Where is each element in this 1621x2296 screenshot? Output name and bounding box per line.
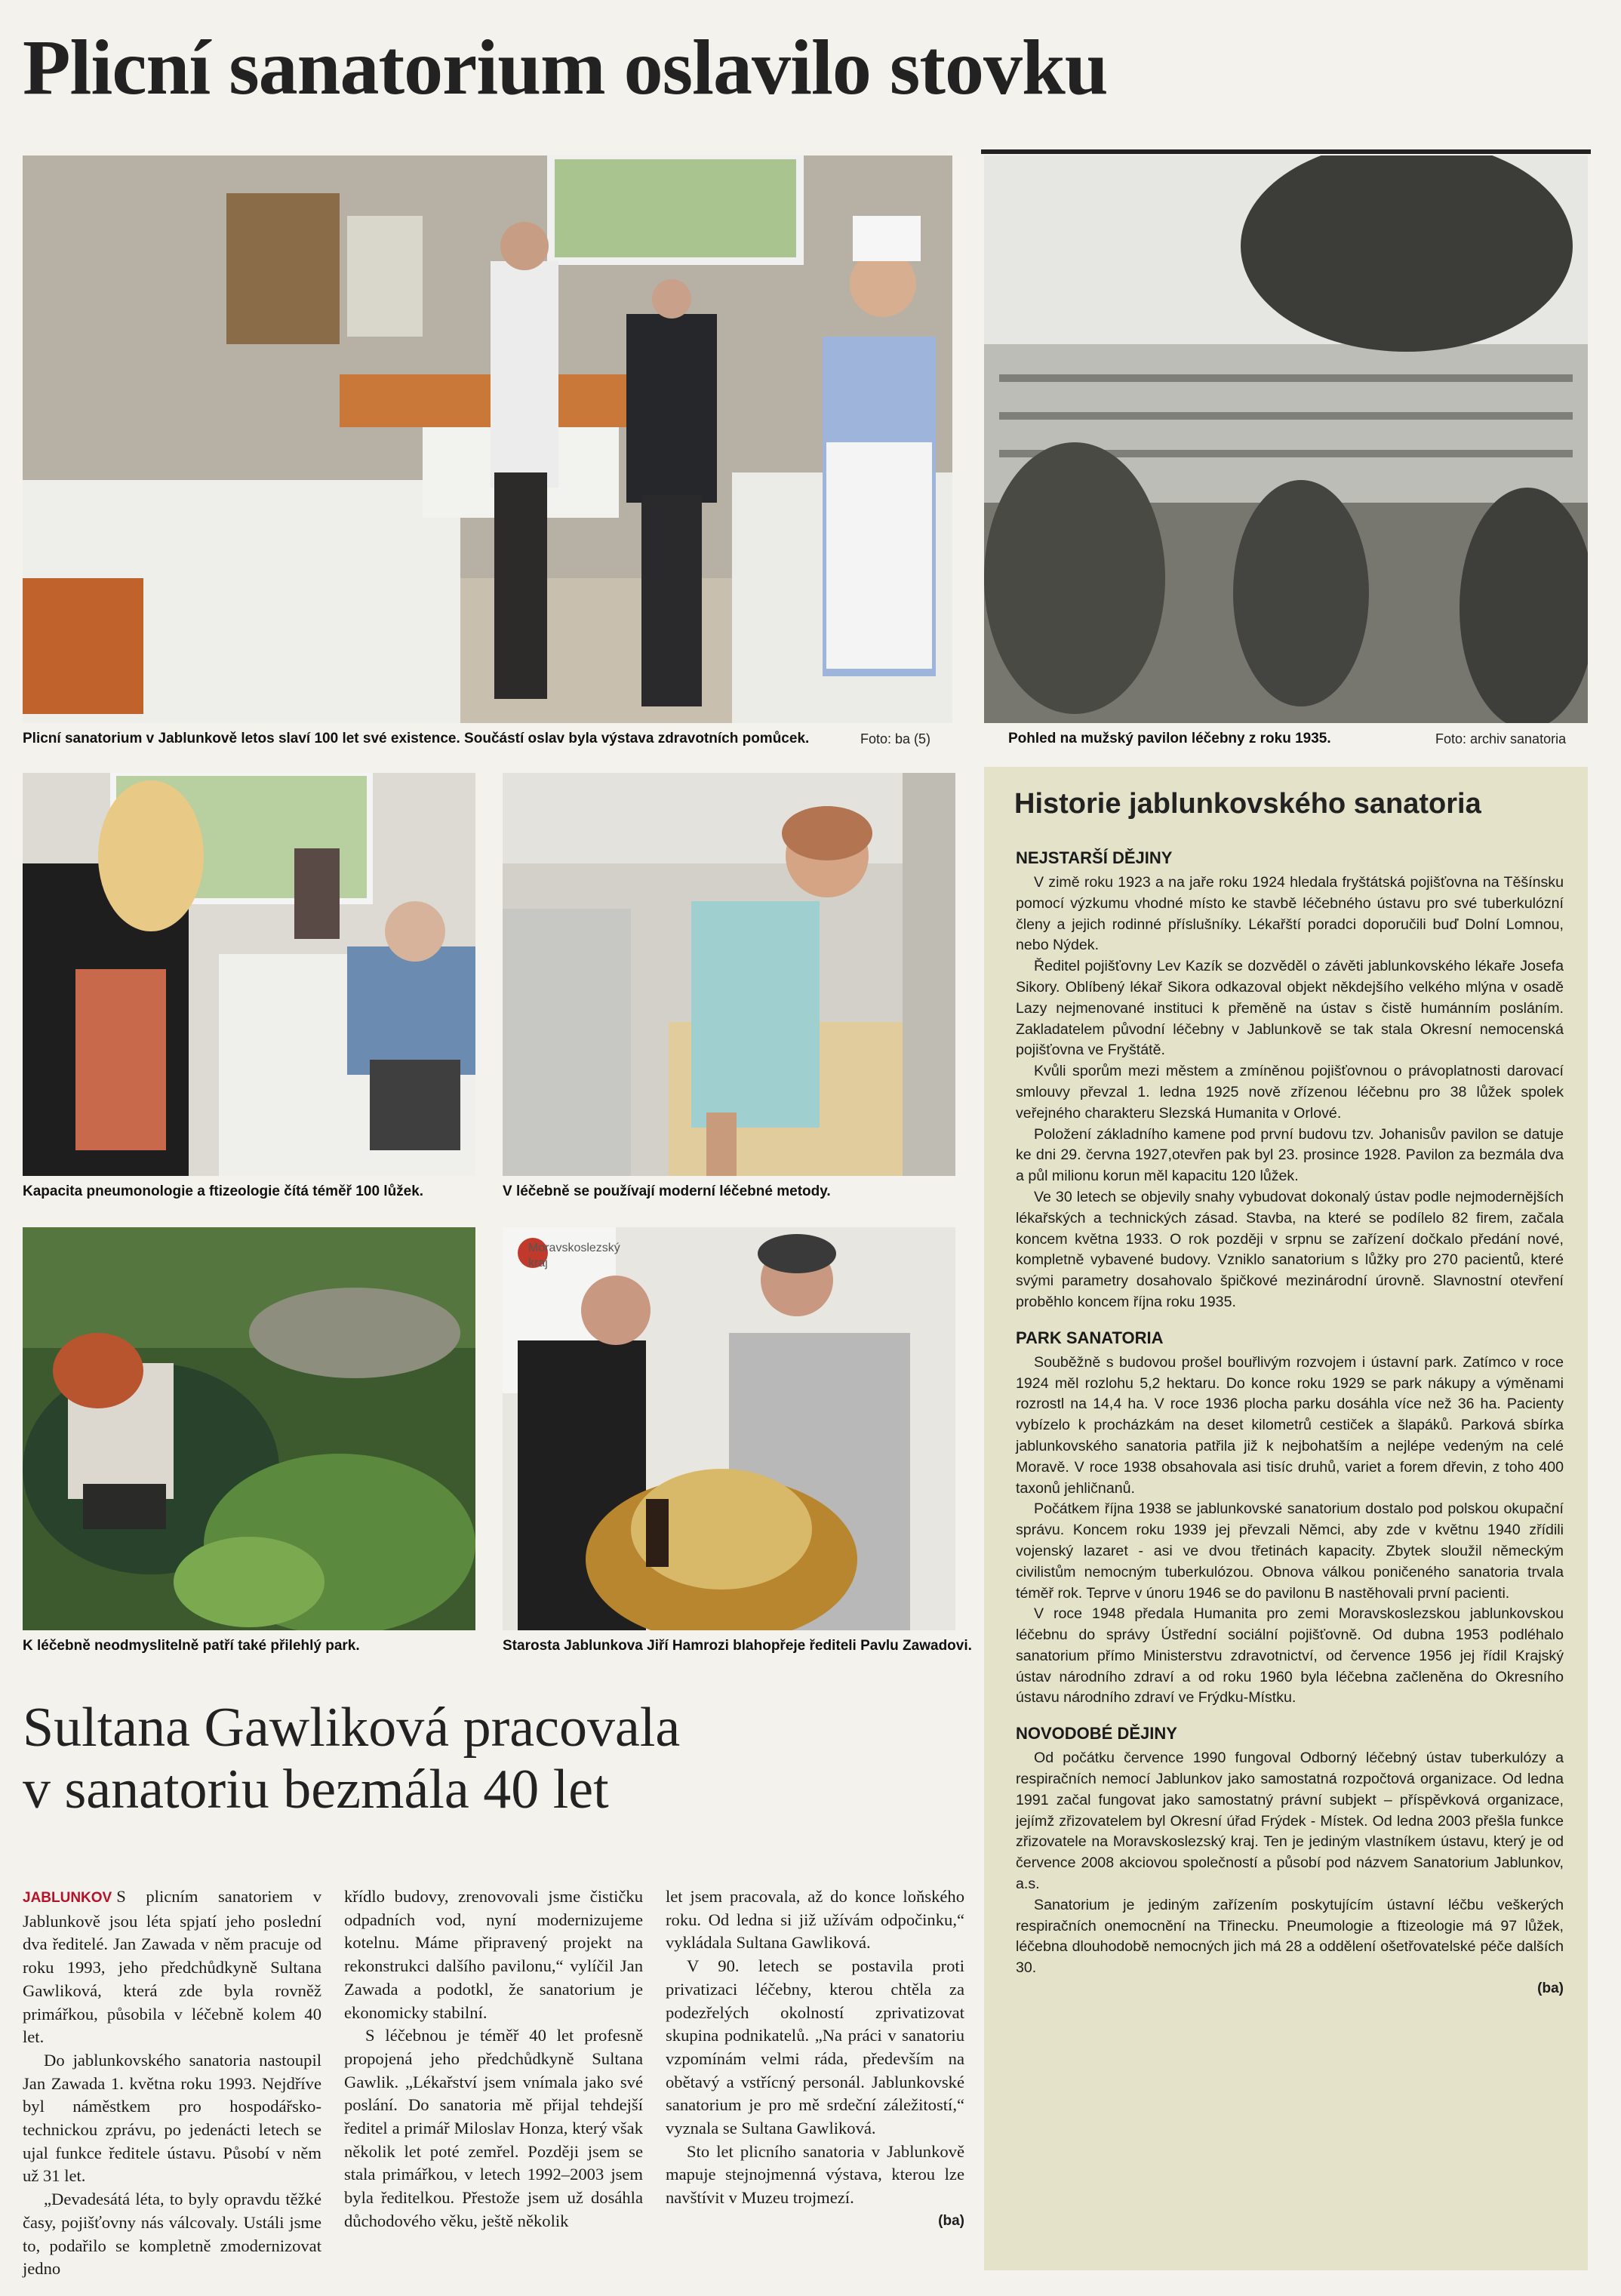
gift-caption: Starosta Jablunkova Jiří Hamrozi blahopřeje řediteli Pavlu Zawadovi. — [503, 1638, 972, 1654]
treatment-caption: V léčebně se používají moderní léčebné metody. — [503, 1183, 831, 1199]
story-headline-line2: v sanatoriu bezmála 40 let — [23, 1759, 609, 1820]
story-headline — [23, 1697, 680, 1820]
story-dateline: JABLUNKOV — [23, 1890, 112, 1906]
history-paragraph: Souběžně s budovou prošel bouřlivým rozvojem i ústavní park. Zatímco v roce 1924 měl rozlohu 5,2 hektaru. Do konce roku 1929 se park nákupy a výměnami rozrostl na 14,4 ha. V roce 1936 plocha parku dosáhla více než 36 ha. Pacienty vybízelo k procházkám na deset kilometrů cestiček a šlapáků. Parková sbírka jablunkovského sanatoria patřila již k nejbohatším a nejlépe vedeným na celé Moravě. V roce 1938 obsahovala asi tisíc druhů, variet a forem dřevin, z toho 400 taxonů jehličnanů. — [1016, 1353, 1564, 1497]
history-paragraph: V roce 1948 předala Humanita pro zemi Moravskoslezskou jablunkovskou léčebnu do správy Ústřední sociální pojišťovně. Od dubna 1953 podléhalo sanatorium přímo Ministerstvu zdravotnictví, od července 1956 jej řídil Krajský ústav národního zdraví a od roku 1960 byla léčebna začleněna do Okresního ústavu národního zdraví ve Frýdku-Místku. — [1016, 1605, 1564, 1707]
banner-text: Moravskoslezský kraj — [528, 1242, 620, 1270]
story-paragraph: Do jablunkovského sanatoria nastoupil Jan Zawada 1. května roku 1993. Nejdříve byl náměstkem pro hospodářsko-technickou zprávu, po jedenácti letech se ujal funkce ředitele ústavu. Působí v něm už 31 let. — [23, 2050, 321, 2186]
park-photo — [23, 1227, 475, 1630]
history-text — [1016, 847, 1564, 2011]
story-paragraph: let jsem pracovala, až do konce loňského roku. Od ledna si již užívám odpočinku,“ vykládala Sultana Gawliková. — [666, 1887, 964, 1953]
history-section-park — [1016, 1327, 1564, 1710]
archive-caption: Pohled na mužský pavilon léčebny z roku 1935. — [1008, 731, 1331, 746]
ward-photo — [23, 773, 475, 1176]
story-paragraph: „Devadesátá léta, to byly opravdu těžké časy, pojišťovny nás válcovaly. Ustáli jsme to, podařilo se kompletně zmodernizovat jedno — [23, 2190, 321, 2279]
history-title: Historie jablunkovského sanatoria — [1014, 788, 1481, 820]
history-paragraph: Ve 30 letech se objevily snahy vybudovat dokonalý ústav podle nejmodernějších lékařských a technických zásad. Stavba, na které se podílelo 82 firem, začala koncem května 1933. O rok později v srpnu se zařízení dočkalo předání nové, kompletně vybavené budovy. Vzniklo sanatorium s lůžky pro 270 pacientů, které svými parametry dosahovalo špičkové mezinárodní úrovně. Slavnostní otevření proběhlo koncem října roku 1935. — [1016, 1188, 1564, 1310]
top-rule — [981, 149, 1591, 154]
treatment-photo — [503, 773, 955, 1176]
story-column-2 — [344, 1885, 643, 2233]
gift-photo — [503, 1227, 955, 1630]
story-paragraph: S léčebnou je téměř 40 let profesně propojená jeho předchůdkyně Sultana Gawlik. „Lékařství jsem vnímala jako své poslání. Do sanatoria mě přijal tehdejší ředitel a primář Miloslav Honza, který však několik let poté zemřel. Později jsem se stala primářkou, v letech 1992–2003 jsem byla ředitelkou. Přestože jsem už dosáhla důchodového věku, ještě několik — [344, 2026, 643, 2230]
history-section-oldest — [1016, 847, 1564, 1313]
history-paragraph: Od počátku července 1990 fungoval Odborný léčebný ústav tuberkulózy a respiračních nemocí Jablunkov jako samostatná rozpočtová organizace. Od ledna 1991 začal fungovat jako samostatný právní subjekt – příspěvková organizace, jejímž zřizovatelem byl Okresní úřad Frýdek - Místek. Od ledna 2003 přešla funkce zřizovatele na Moravskoslezský kraj. Ten je jediným vlastníkem ústavu, který je od července 2008 akciovou společností a působí pod názvem Sanatorium Jablunkov, a.s. — [1016, 1750, 1564, 1893]
history-section-heading: NEJSTARŠÍ DĚJINY — [1016, 848, 1173, 867]
history-paragraph: Sanatorium je jediným zařízením poskytujícím ústavní léčbu veškerých respiračních onemocnění na Třinecku. Pneumologie a ftizeologie má 97 lůžek, léčebna dlouhodobě nemocných jich má 28 a oddělení ošetřovatelské péče dalších 30. — [1016, 1896, 1564, 1977]
archive-photo — [984, 155, 1588, 723]
exhibition-credit: Foto: ba (5) — [860, 731, 931, 746]
story-signature: (ba) — [938, 2212, 964, 2229]
story-paragraph — [23, 1885, 321, 2049]
park-caption: K léčebně neodmyslitelně patří také přilehlý park. — [23, 1638, 360, 1654]
history-section-heading: NOVODOBÉ DĚJINY — [1016, 1724, 1177, 1744]
history-paragraph: Položení základního kamene pod první budovu tzv. Johanisův pavilon se datuje ke dni 29. června 1927,otevřen pak byl 23. prosince 1928. Pavilon za bezmála dva a půl milionu korun měl kapacitu 120 lůžek. — [1016, 1125, 1564, 1185]
history-section-heading: PARK SANATORIA — [1016, 1328, 1164, 1347]
history-paragraph: Počátkem října 1938 se jablunkovské sanatorium dostalo pod polskou okupační správu. Koncem roku 1939 jej převzali Němci, aby zde v květnu 1940 zřídili vojenský lazaret - asi ve dvou třetinách kapacity. Zbytek sloužil německým civilistům nemocným tuberkulózou. Obnova válkou poničeného sanatoria trvala téměř rok. Teprve v únoru 1946 se do pavilonu B nastěhovali první pacienti. — [1016, 1500, 1564, 1602]
story-paragraph: křídlo budovy, zrenovovali jsme čističku odpadních vod, nyní modernizujeme kotelnu. Máme připravený projekt na rekonstrukci dalšího pavilonu,“ vylíčil Jan Zawada a podotkl, že sanatorium je ekonomicky stabilní. — [344, 1887, 643, 2022]
exhibition-photo — [23, 155, 952, 723]
story-paragraph: Sto let plicního sanatoria v Jablunkově mapuje stejnojmenná výstava, kterou lze navštívit v Muzeu trojmezí. — [666, 2141, 964, 2208]
story-paragraph: V 90. letech se postavila proti privatizaci léčebny, kterou chtěla za podezřelých okolností zprivatizovat skupina podnikatelů. „Na práci v sanatoriu vzpomínám velmi ráda, především na obětavý a vstřícný personál. Jablunkovské sanatorium je pro mě srdeční záležitostí,“ vyznala se Sultana Gawliková. — [666, 1956, 964, 2138]
exhibition-caption: Plicní sanatorium v Jablunkově letos slaví 100 let své existence. Součástí oslav byla výstava zdravotních pomůcek. — [23, 731, 810, 746]
history-paragraph: Ředitel pojišťovny Lev Kazík se dozvěděl o závěti jablunkovského lékaře Josefa Sikory. Oblíbený lékař Sikora odkazoval objekt někdejšího velkého mlýna v osadě Lazy nejmenované instituci k přeměně na ústav s čistě humánním posláním. Zakladatelem původní léčebny v Jablunkově se tak stala Okresní nemocenská pojišťovna ve Fryštátě. — [1016, 958, 1564, 1059]
history-paragraph: Kvůli sporům mezi městem a zmíněnou pojišťovnou o právoplatnosti darovací smlouvy převzal 1. ledna 1925 nově zřízenou léčebnu pro 38 lůžek spolek veřejného charakteru Slezská Humanita v Orlové. — [1016, 1063, 1564, 1122]
page-headline: Plicní sanatorium oslavilo stovku — [23, 24, 1108, 111]
history-signature: (ba) — [1537, 1981, 1564, 1997]
history-paragraph: V zimě roku 1923 a na jaře roku 1924 hledala fryštátská pojišťovna na Těšínsku pomocí výzkumu vhodné místo ke stavbě léčebného ústavu pro své tuberkulózní členy a jejich rodinné příslušníky. Lékařští poradci doporučili buď Dolní Lomnou, nebo Nýdek. — [1016, 874, 1564, 954]
story-lead: S plicním sanatoriem v Jablunkově jsou léta spjatí jeho poslední dva ředitelé. Jan Zawada v něm pracuje od roku 1993, jeho předchůdkyně Sultana Gawliková, která zde byla rovněž primářkou, působila v léčebně kolem 40 let. — [23, 1887, 321, 2047]
history-section-modern — [1016, 1722, 1564, 1997]
story-column-1 — [23, 1885, 321, 2281]
ward-caption: Kapacita pneumonologie a ftizeologie čítá téměř 100 lůžek. — [23, 1183, 424, 1199]
story-column-3 — [666, 1885, 964, 2233]
archive-credit: Foto: archiv sanatoria — [1435, 731, 1567, 746]
story-headline-line1: Sultana Gawliková pracovala — [23, 1697, 681, 1759]
